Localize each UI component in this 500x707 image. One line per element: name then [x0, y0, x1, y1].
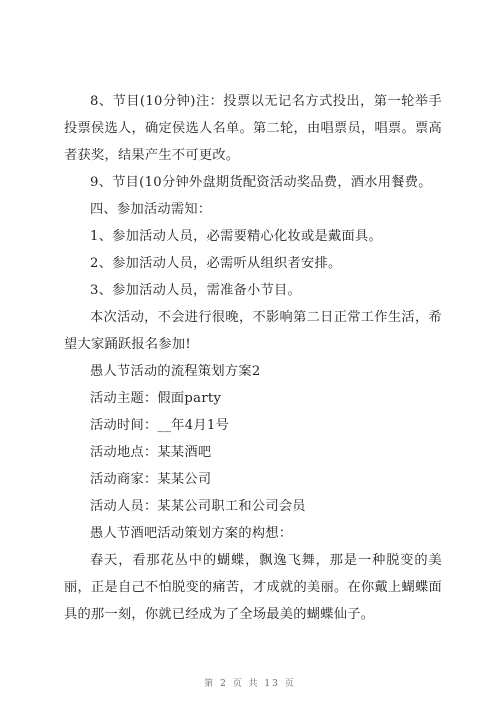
plan-title: 愚人节活动的流程策划方案2	[90, 364, 261, 379]
document-body	[64, 88, 442, 628]
activity-time: 活动时间：__年4月1号	[90, 418, 230, 433]
activity-merchant: 活动商家：某某公司	[90, 472, 212, 487]
paragraph-notice-1: 1、参加活动人员，必需要精心化妆或是戴面具。	[90, 229, 382, 244]
activity-participants: 活动人员：某某公司职工和公司会员	[90, 499, 306, 514]
plan-concept-heading: 愚人节酒吧活动策划方案的构想：	[90, 526, 293, 541]
activity-location: 活动地点：某某酒吧	[90, 445, 212, 460]
paragraph-closing: 本次活动，不会进行很晚，不影响第二日正常工作生活，希望大家踊跃报名参加!	[64, 310, 442, 352]
page-number: 第 2 页 共 13 页	[204, 679, 296, 689]
paragraph-notice-3: 3、参加活动人员，需准备小节目。	[90, 283, 302, 298]
paragraph-spring-butterfly: 春天，看那花丛中的蝴蝶，飘逸飞舞，那是一种脱变的美丽，正是自己不怕脱变的痛苦，才成就的美丽。在你戴上蝴蝶面具的那一刻，你就已经成为了全场最美的蝴蝶仙子。	[64, 553, 442, 622]
activity-theme: 活动主题：假面party	[90, 391, 222, 406]
paragraph-program-8: 8、节目(10分钟)注：投票以无记名方式投出，第一轮举手投票侯选人，确定侯选人名单。第二轮，由唱票员，唱票。票高者获奖，结果产生不可更改。	[64, 94, 442, 163]
paragraph-program-9: 9、节目(10分钟外盘期货配资活动奖品费，酒水用餐费。	[90, 175, 432, 190]
paragraph-notice-2: 2、参加活动人员，必需听从组织者安排。	[90, 256, 342, 271]
section-heading-notice: 四、参加活动需知：	[90, 202, 212, 217]
